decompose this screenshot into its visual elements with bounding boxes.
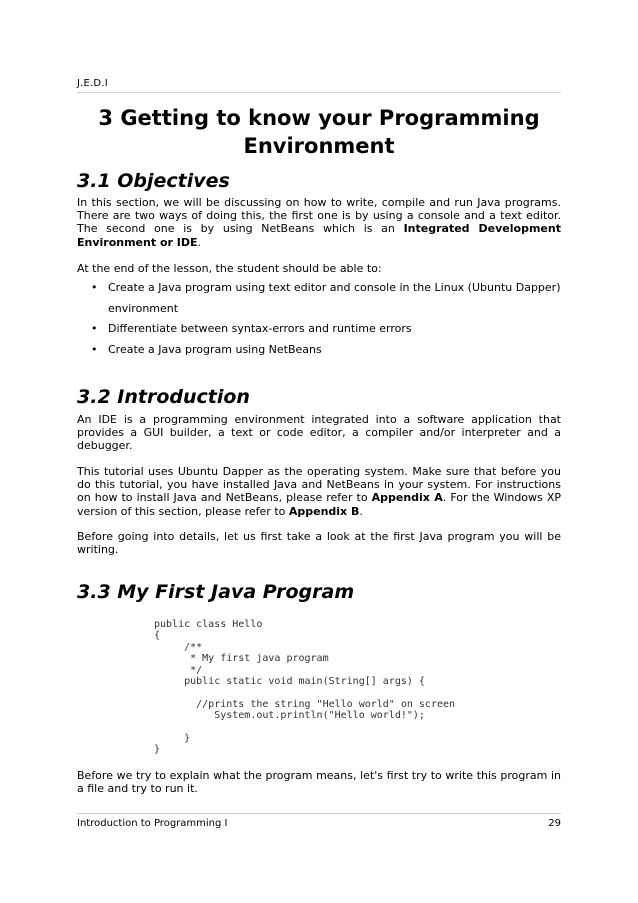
code-line: * My first java program [154, 653, 329, 665]
list-item [77, 340, 561, 361]
page-header [77, 78, 561, 93]
code-line [154, 687, 455, 698]
objectives-list [77, 278, 561, 360]
bullet-icon: • [91, 281, 98, 294]
page-number: 29 [548, 818, 561, 829]
code-line [154, 722, 455, 733]
appendix-b-link-text: Appendix B [288, 504, 360, 518]
intro2-text-a: This tutorial uses Ubuntu Dapper as the operating system. Make sure that before you do this tutorial, you have installed Java and NetBeans in your system. For instructions on how to install Java and NetBeans, please refer to [77, 465, 561, 505]
introduction-paragraph-2 [77, 465, 561, 518]
section-heading-first-program: 3.3 My First Java Program [77, 581, 355, 603]
code-line: public class Hello [154, 619, 263, 630]
objectives-text-b: . [197, 235, 201, 249]
appendix-a-link-text: Appendix A [371, 491, 443, 505]
objectives-paragraph [77, 196, 561, 249]
list-item-text: Differentiate between syntax-errors and runtime errors [108, 322, 412, 335]
list-item [77, 319, 561, 340]
list-item-text: Create a Java program using text editor and console in the Linux (Ubuntu Dapper) environment [108, 281, 561, 315]
bullet-icon: • [91, 342, 98, 356]
footer-title: Introduction to Programming I [77, 818, 228, 829]
introduction-paragraph-1: An IDE is a programming environment integrated into a software application that provides a GUI builder, a text or code editor, a compiler and/or interpreter and a debugger. [77, 413, 561, 453]
page-footer [77, 813, 561, 829]
first-program-paragraph: Before we try to explain what the program means, let's first try to write this program in a file and try to run it. [77, 769, 561, 796]
chapter-title-line2: Environment [243, 134, 395, 158]
section-heading-objectives: 3.1 Objectives [77, 170, 230, 192]
code-line: public static void main(String[] args) { [154, 676, 425, 688]
objectives-text-a: In this section, we will be discussing on how to write, compile and run Java programs. There are two ways of doing this, the first one is by using a console and a text editor. The second one is by using NetBeans which is an [77, 196, 561, 236]
code-line: } [154, 733, 191, 745]
code-line: System.out.println("Hello world!"); [154, 710, 425, 722]
intro2-text-b: . For the Windows XP version of this section, please refer to [77, 491, 561, 518]
code-line: */ [154, 664, 203, 676]
list-item [77, 278, 561, 319]
code-listing [154, 619, 455, 756]
introduction-paragraph-3: Before going into details, let us first take a look at the first Java program you will be writing. [77, 530, 561, 557]
header-text: J.E.D.I [77, 78, 108, 89]
list-item-text: Create a Java program using NetBeans [108, 342, 322, 356]
code-line: /** [154, 641, 203, 653]
code-line: //prints the string "Hello world" on screen [154, 698, 456, 710]
intro2-text-c: . [359, 504, 363, 518]
objectives-text-bold: Integrated Development Environment or IDE [77, 222, 561, 249]
chapter-title-line1: 3 Getting to know your Programming [98, 106, 540, 130]
code-line: { [154, 630, 161, 642]
section-heading-introduction: 3.2 Introduction [77, 386, 250, 408]
objectives-intro: At the end of the lesson, the student should be able to: [77, 262, 382, 275]
code-line: } [154, 744, 161, 756]
bullet-icon: • [91, 322, 98, 335]
chapter-title [77, 104, 561, 160]
